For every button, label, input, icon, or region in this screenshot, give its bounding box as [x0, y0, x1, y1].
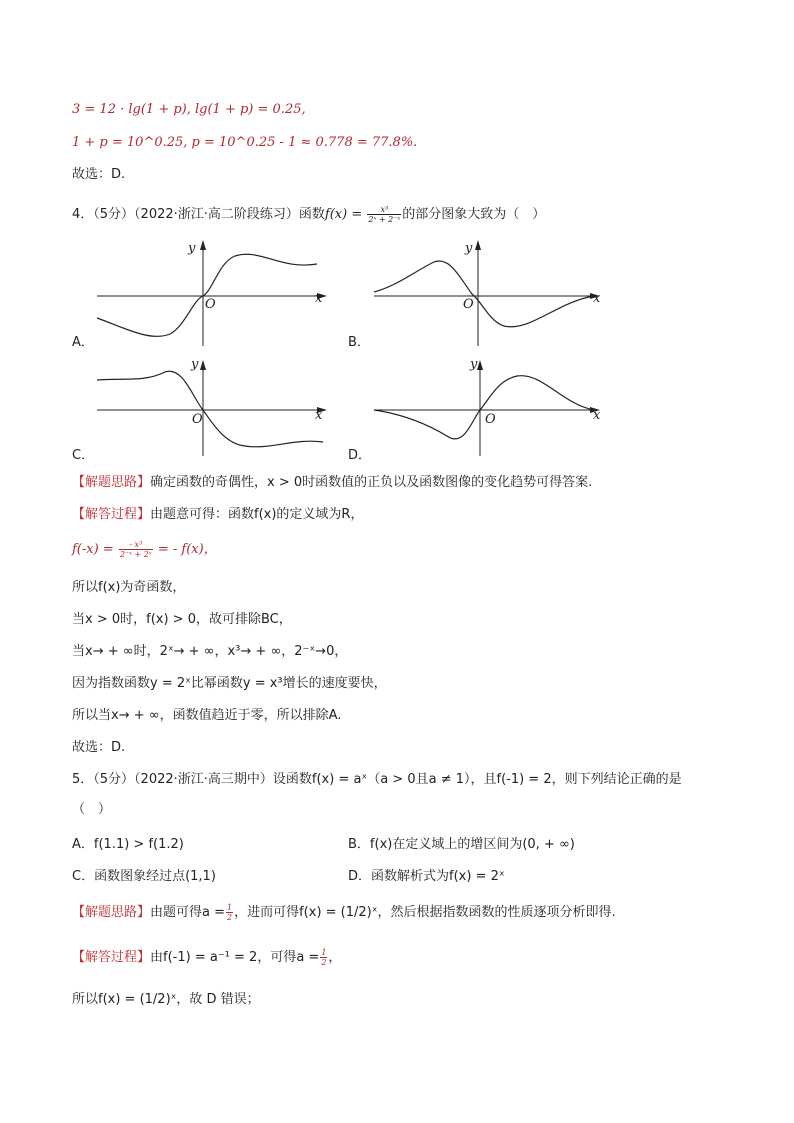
q4-step-2: 所以f(x)为奇函数， — [72, 580, 186, 595]
q5-process — [72, 948, 341, 968]
graph-c — [95, 358, 335, 458]
q5-proc-b: ， — [328, 950, 342, 965]
q4-process — [72, 505, 363, 525]
q5-last-line: 所以f(x) = (1/2)ˣ，故 D 错误； — [72, 992, 260, 1007]
q5-stem: 5．（5分）（2022·浙江·高三期中）设函数f(x) = aˣ（a > 0且a ≠ 1），且f(-1) = 2，则下列结论正确的是 — [72, 772, 682, 787]
q4-proc-tag: 【解答过程】 — [72, 507, 151, 522]
q4-frac-num: x³ — [367, 205, 401, 215]
q4-stem-prefix: 4．（5分）（2022·浙江·高二阶段练习）函数 — [72, 207, 325, 222]
q4-fraction — [367, 205, 401, 224]
graph-b-origin: O — [463, 297, 474, 312]
calc-line-2: 1 + p = 10^0.25, p = 10^0.25 - 1 ≈ 0.778 = 77.8%. — [72, 135, 418, 150]
option-a-label: A． — [72, 335, 94, 350]
graph-a-origin: O — [205, 297, 216, 312]
graph-d-origin: O — [485, 412, 496, 427]
q4-step-1-num: - x³ — [119, 540, 153, 550]
q4-step-6: 所以当x→ + ∞，函数值趋近于零，所以排除A. — [72, 708, 342, 723]
q4-step-1-den: 2⁻ˣ + 2ˣ — [119, 550, 152, 559]
q5-idea-b: ，进而可得f(x) = (1/2)ˣ，然后根据指数函数的性质逐项分析即得. — [234, 905, 616, 920]
graph-d-y-label: y — [470, 357, 478, 372]
q5-idea — [72, 903, 616, 923]
q4-idea-tag: 【解题思路】 — [72, 475, 151, 490]
option-b-label: B． — [348, 335, 370, 350]
q5-proc-a: 由f(-1) = a⁻¹ = 2，可得a = — [150, 950, 320, 965]
q5-option-a: A．f(1.1) > f(1.2) — [72, 837, 184, 852]
graph-a-y-label: y — [188, 241, 196, 256]
graph-b-x-label: x — [593, 291, 601, 306]
q4-step-1-right: = - f(x)， — [157, 542, 217, 557]
q5-proc-tag: 【解答过程】 — [72, 950, 151, 965]
q5-option-c: C．函数图象经过点(1,1) — [72, 869, 216, 884]
graph-c-x-label: x — [315, 408, 323, 423]
q5-idea-tag: 【解题思路】 — [72, 905, 151, 920]
q4-idea — [72, 473, 592, 493]
q4-answer: 故选：D. — [72, 740, 126, 755]
graph-c-y-label: y — [191, 357, 199, 372]
q5-option-d: D．函数解析式为f(x) = 2ˣ — [348, 869, 505, 884]
q5-proc-half-den: 2 — [321, 958, 327, 967]
q5-proc-half-num: 1 — [321, 948, 327, 957]
q4-stem — [72, 205, 545, 225]
q4-step-1 — [72, 540, 217, 560]
graph-a — [95, 238, 335, 348]
q5-half-den: 2 — [227, 913, 233, 922]
q4-step-3: 当x > 0时，f(x) > 0，故可排除BC， — [72, 612, 292, 627]
graph-b-y-label: y — [465, 241, 473, 256]
option-d-label: D． — [348, 448, 372, 463]
graph-c-origin: O — [192, 412, 203, 427]
option-c-label: C． — [72, 448, 95, 463]
q4-stem-suffix: 的部分图象大致为（ ） — [402, 207, 546, 222]
q4-step-4: 当x→ + ∞时，2ˣ→ + ∞，x³→ + ∞，2⁻ˣ→0， — [72, 644, 348, 659]
q4-proc-intro: 由题意可得：函数f(x)的定义域为R， — [150, 507, 364, 522]
graph-b — [372, 238, 612, 348]
answer-line: 故选：D. — [72, 167, 126, 182]
q4-idea-text: 确定函数的奇偶性，x > 0时函数值的正负以及函数图像的变化趋势可得答案. — [150, 475, 593, 490]
q5-idea-a: 由题可得a = — [150, 905, 226, 920]
graph-d-x-label: x — [593, 408, 601, 423]
q5-stem-paren: （ ） — [72, 802, 112, 817]
graph-d — [372, 358, 612, 458]
q4-step-5: 因为指数函数y = 2ˣ比幂函数y = x³增长的速度要快， — [72, 676, 387, 691]
calc-line-1: 3 = 12 · lg(1 + p), lg(1 + p) = 0.25, — [72, 102, 306, 117]
q4-func: f(x) = — [324, 207, 367, 222]
q5-option-b: B．f(x)在定义域上的增区间为(0, + ∞) — [348, 837, 575, 852]
q5-half-num: 1 — [227, 903, 233, 912]
graph-a-x-label: x — [315, 291, 323, 306]
q4-step-1-left: f(-x) = — [72, 542, 114, 557]
q4-frac-den: 2ˣ + 2⁻ˣ — [368, 215, 401, 224]
